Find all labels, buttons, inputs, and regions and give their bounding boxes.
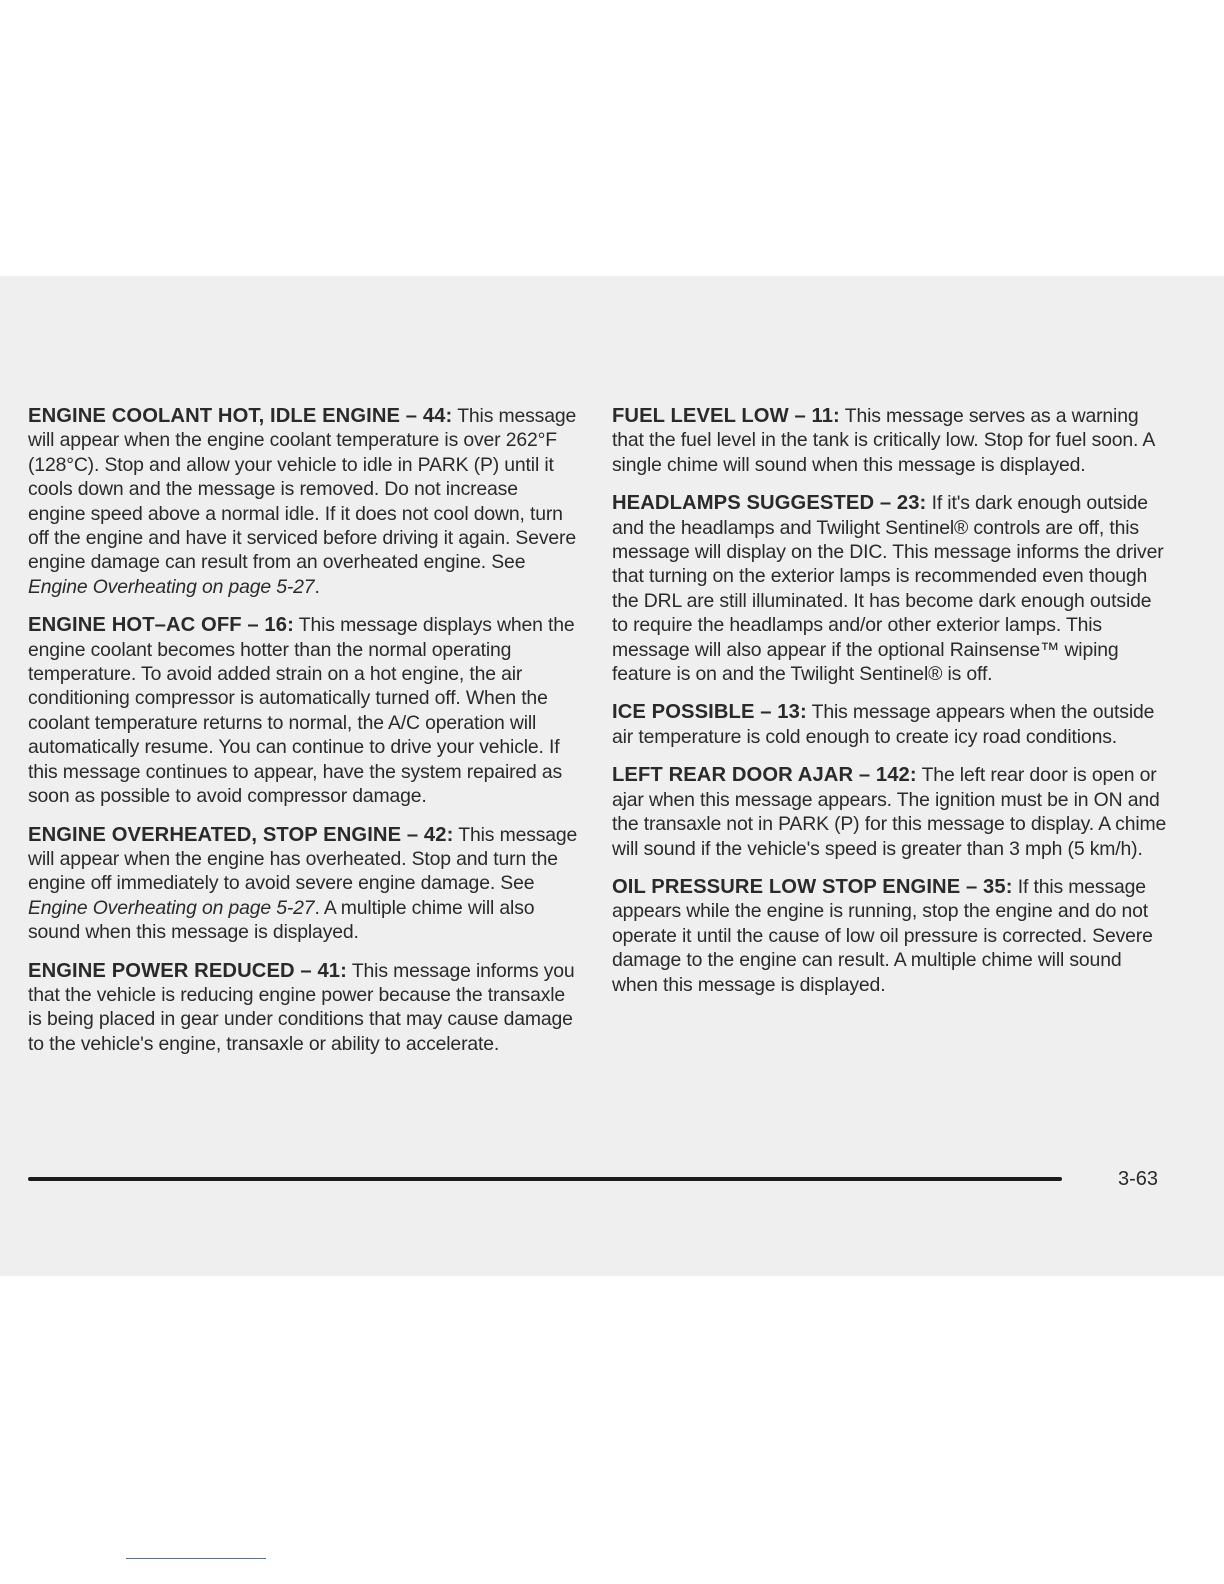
entry-heading: OIL PRESSURE LOW STOP ENGINE – 35:	[612, 875, 1013, 898]
entry-heading: ENGINE COOLANT HOT, IDLE ENGINE – 44:	[28, 405, 453, 427]
left-column	[28, 404, 580, 1070]
message-entry-engine-hot-ac-off	[28, 613, 580, 808]
entry-heading: LEFT REAR DOOR AJAR – 142:	[612, 764, 917, 787]
message-entry-oil-pressure-low	[612, 875, 1170, 997]
entry-heading: ENGINE HOT–AC OFF – 16:	[28, 614, 294, 637]
entry-heading: ICE POSSIBLE – 13:	[612, 701, 807, 724]
entry-body: This message displays when the engine coolant becomes hotter than the normal operating temperature. To avoid added strain on a hot engine, the air conditioning compressor is automatically turned off. When the coolant temperature returns to normal, the A/C operation will automatically resume. You can continue to drive your vehicle. If this message continues to appear, have the system repaired as soon as possible to avoid compressor damage.	[28, 614, 575, 808]
cross-reference: Engine Overheating on page 5-27	[28, 896, 315, 919]
footer-rule	[28, 1177, 1062, 1181]
message-entry-engine-overheated	[28, 823, 580, 945]
entry-heading: ENGINE POWER REDUCED – 41:	[28, 959, 347, 982]
entry-heading: FUEL LEVEL LOW – 11:	[612, 405, 840, 427]
entry-body: This message informs you that the vehicle is reducing engine power because the transaxle is being placed in gear under conditions that may cause damage to the vehicle's engine, transaxle or ability to accelerate.	[28, 959, 575, 1055]
entry-body-after: . A multiple chime will also sound when this message is displayed.	[28, 896, 535, 944]
entry-body: This message will appear when the engine has overheated. Stop and turn the engine off immediately to avoid severe engine damage. See	[28, 823, 578, 895]
bottom-divider	[126, 1558, 266, 1559]
message-entry-left-rear-door-ajar	[612, 763, 1170, 861]
entry-body: This message serves as a warning that the fuel level in the tank is critically low. Stop for fuel soon. A single chime will sound when this message is displayed.	[612, 405, 1155, 476]
entry-heading: ENGINE OVERHEATED, STOP ENGINE – 42:	[28, 823, 454, 846]
entry-body: If this message appears while the engine is running, stop the engine and do not operate it until the cause of low oil pressure is corrected. Severe damage to the engine can result. A multiple chime will sound when this message is displayed.	[612, 875, 1153, 996]
page-number: 3-63	[1118, 1168, 1159, 1190]
cross-reference: Engine Overheating on page 5-27	[28, 575, 315, 598]
message-entry-ice-possible	[612, 700, 1170, 749]
entry-body: If it's dark enough outside and the headlamps and Twilight Sentinel® controls are off, this message will display on the DIC. This message informs the driver that turning on the exterior lamps is recommended even though the DRL are still illuminated. It has become dark enough outside to require the headlamps and/or other exterior lamps. This message will also appear if the optional Rainsense™ wiping feature is on and the Twilight Sentinel® is off.	[612, 492, 1164, 686]
entry-body: This message will appear when the engine coolant temperature is over 262°F (128°C). Stop and allow your vehicle to idle in PARK (P) until it cools down and the message is removed. Do not increase engine speed above a normal idle. If it does not cool down, turn off the engine and have it serviced before driving it again. Severe engine damage can result from an overheated engine. See	[28, 405, 577, 574]
entry-body-after: .	[314, 575, 320, 598]
entry-body: This message appears when the outside air temperature is cold enough to create icy road conditions.	[612, 701, 1155, 748]
entry-heading: HEADLAMPS SUGGESTED – 23:	[612, 492, 927, 515]
message-entry-engine-coolant-hot	[28, 404, 580, 599]
entry-body: The left rear door is open or ajar when this message appears. The ignition must be in ON and the transaxle not in PARK (P) for this message to display. A chime will sound if the vehicle's speed is greater than 3 mph (5 km/h).	[612, 764, 1167, 860]
right-column	[612, 404, 1170, 1011]
message-entry-engine-power-reduced	[28, 959, 580, 1057]
message-entry-headlamps-suggested	[612, 491, 1170, 686]
message-entry-fuel-level-low	[612, 404, 1170, 477]
